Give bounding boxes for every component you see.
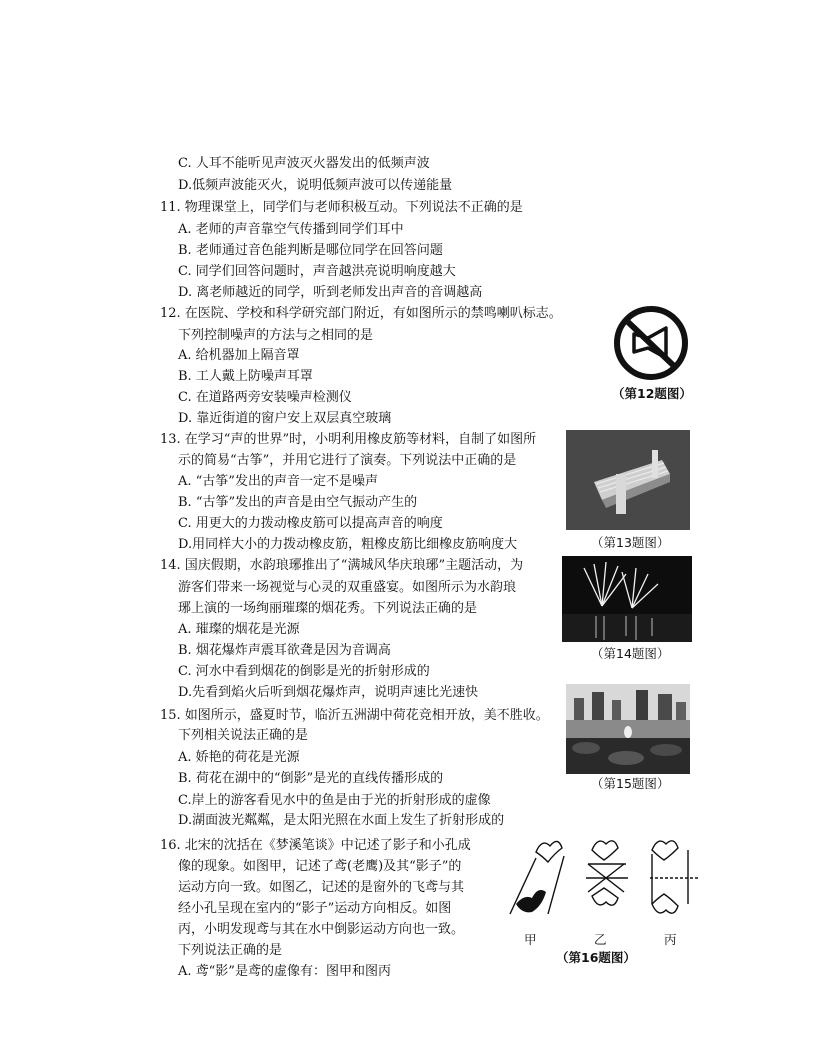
q14-fireworks-photo [562, 556, 692, 642]
q16-jia-shadow [516, 890, 546, 912]
q10-option-d: D.低频声波能灭火，说明低频声波可以传递能量 [178, 178, 453, 193]
q14-stem-line1: 14. 国庆假期，水韵琅琊推出了“满城风华庆琅琊”主题活动，为 [160, 558, 524, 573]
q12-option-c: C. 在道路两旁安装噪声检测仪 [178, 390, 352, 405]
q11-option-d: D. 离老师越近的同学，听到老师发出声音的音调越高 [178, 285, 483, 300]
q16-stem-line2: 像的现象。如图甲，记述了鸢(老鹰)及其“影子”的 [178, 859, 462, 874]
q16-stem-line6: 下列说法正确的是 [178, 943, 283, 958]
q16-diagram-yi [586, 841, 628, 905]
q16-label-jia: 甲 [524, 932, 537, 947]
q12-option-d: D. 靠近街道的窗户安上双层真空玻璃 [178, 411, 392, 426]
q16-stem-line1: 16. 北宋的沈括在《梦溪笔谈》中记述了影子和小孔成 [160, 838, 471, 853]
q14-option-b: B. 烟花爆炸声震耳欲聋是因为音调高 [178, 643, 391, 658]
q15-option-b: B. 荷花在湖中的“倒影”是光的直线传播形成的 [178, 771, 444, 786]
q16-stem-line4: 经小孔呈现在室内的“影子”运动方向相反。如图 [178, 901, 452, 916]
q13-stem-line1: 13. 在学习“声的世界”时，小明利用橡皮筋等材料，自制了如图所 [160, 432, 537, 447]
q15-option-d: D.湖面波光粼粼，是太阳光照在水面上发生了折射形成的 [178, 813, 505, 828]
q13-guzheng-photo [566, 430, 690, 530]
q14-option-c: C. 河水中看到烟花的倒影是光的折射形成的 [178, 664, 430, 679]
q11-option-b: B. 老师通过音色能判断是哪位同学在回答问题 [178, 243, 443, 258]
q16-label-bing: 丙 [664, 932, 677, 947]
q13-figure-caption: （第13题图） [591, 535, 670, 550]
q16-figure-caption: （第16题图） [556, 950, 636, 965]
q11-option-c: C. 同学们回答问题时，声音越洪亮说明响度越大 [178, 264, 456, 279]
q13-stem-line2: 示的简易“古筝”，并用它进行了演奏。下列说法中正确的是 [178, 453, 517, 468]
q14-option-d: D.先看到焰火后听到烟花爆炸声，说明声速比光速快 [178, 685, 479, 700]
q13-option-b: B. “古筝”发出的声音是由空气振动产生的 [178, 495, 418, 510]
no-horn-sign-icon [612, 304, 690, 382]
q15-stem-line1: 15. 如图所示，盛夏时节，临沂五洲湖中荷花竞相开放，美不胜收。 [160, 708, 549, 723]
q12-stem-line2: 下列控制噪声的方法与之相同的是 [178, 328, 374, 343]
q14-stem-line2: 游客们带来一场视觉与心灵的双重盛宴。如图所示为水韵琅 [178, 580, 517, 595]
q16-kite-diagram [502, 834, 702, 934]
q11-stem: 11. 物理课堂上，同学们与老师积极互动。下列说法不正确的是 [160, 200, 523, 215]
q13-option-c: C. 用更大的力拨动橡皮筋可以提高声音的响度 [178, 516, 443, 531]
q10-option-c: C. 人耳不能听见声波灭火器发出的低频声波 [178, 156, 430, 171]
q13-option-d: D.用同样大小的力拨动橡皮筋，粗橡皮筋比细橡皮筋响度大 [178, 537, 518, 552]
q12-figure-caption: （第12题图） [612, 386, 692, 401]
q15-option-a: A. 娇艳的荷花是光源 [178, 750, 300, 765]
q16-option-a: A. 鸢“影”是鸢的虚像有：图甲和图丙 [178, 964, 391, 979]
q14-option-a: A. 璀璨的烟花是光源 [178, 622, 300, 637]
q12-option-b: B. 工人戴上防噪声耳罩 [178, 369, 313, 384]
q16-stem-line3: 运动方向一致。如图乙，记述的是窗外的飞鸢与其 [178, 880, 465, 895]
q15-lotus-lake-photo [566, 684, 690, 774]
q12-stem-line1: 12. 在医院、学校和科学研究部门附近，有如图所示的禁鸣喇叭标志。 [160, 306, 562, 321]
q16-stem-line5: 丙，小明发现鸢与其在水中倒影运动方向也一致。 [178, 922, 465, 937]
q12-option-a: A. 给机器加上隔音罩 [178, 348, 300, 363]
q14-stem-line3: 琊上演的一场绚丽璀璨的烟花秀。下列说法正确的是 [178, 601, 478, 616]
q16-diagram-bing [650, 841, 698, 913]
q16-label-yi: 乙 [594, 932, 607, 947]
q15-option-c: C.岸上的游客看见水中的鱼是由于光的折射形成的虚像 [178, 793, 491, 808]
q11-option-a: A. 老师的声音靠空气传播到同学们耳中 [178, 222, 404, 237]
q15-stem-line2: 下列相关说法正确的是 [178, 728, 309, 743]
q13-option-a: A. “古筝”发出的声音一定不是噪声 [178, 474, 378, 489]
q14-figure-caption: （第14题图） [591, 646, 670, 661]
q15-figure-caption: （第15题图） [591, 776, 670, 791]
